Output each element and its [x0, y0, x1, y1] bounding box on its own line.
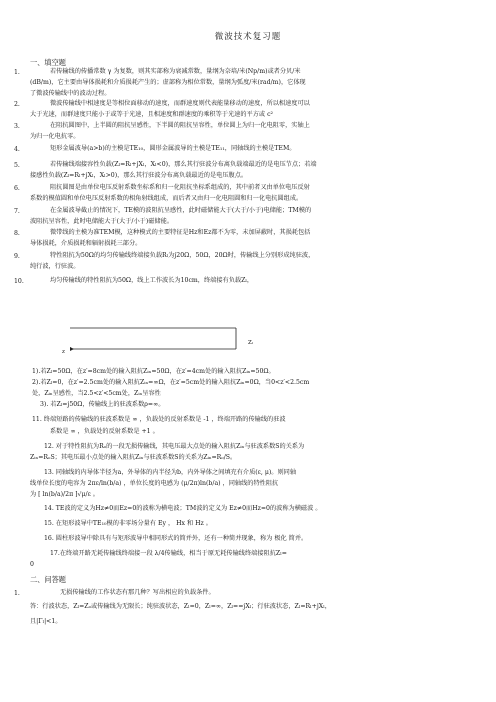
question-17-line-2: 0 [30, 561, 34, 568]
qa-1-answer-line-1: 答：行波状态，Zₗ=Zₒ或传输线为无限长；纯驻波状态，Zₗ=0，Zₗ=∞，Zₗ==jXₗ；行驻波状态，Zₗ=Rₗ+jXₗ， [30, 603, 331, 610]
qa-1-question: 无损传输线的工作状态有那几种？写出相应的负载条件。 [60, 589, 215, 596]
question-number: 1. [14, 69, 20, 76]
question-number: 9. [14, 253, 20, 260]
question-16-line-1: 16. 圆柱形波导中除具有与矩形波导中相同形式的简并外，还有一种简并现象，称为 极化 简并。 [44, 535, 308, 542]
question-2-line-2: 大于光速，而群速度只能小于或等于光速，且相速度和群速度的乘积等于光速的平方或 c² [30, 111, 274, 118]
question-13-line-1: 13. 同轴线的内导体半径为a，外导体的内半径为b，内外导体之间填充有介质(ε, μ)。则同轴 [44, 469, 297, 476]
document-title: 微波技术复习题 [214, 32, 282, 42]
question-number: 7. [14, 208, 20, 215]
question-number: 6. [14, 185, 20, 192]
question-10-part-2-line-2: 处，Zᵢₙ呈感性，当2.5<z′<5cm处，Zᵢₙ呈容性 [32, 390, 161, 397]
question-8-line-1: 微带线的主模为准TEM模，这种模式的主要特征是Hz和Ez都不为零，未加屏蔽时，其损耗包括 [50, 229, 311, 236]
question-8-line-2: 导体损耗，介质损耗和辐射损耗三部分。 [30, 240, 142, 247]
question-7-line-1: 在金属波导截止的情况下，TE模的波阻抗呈感性，此时磁储能大于(大于/小于)电储能；TM模的 [50, 207, 312, 214]
question-17-line-1: 17.在终端开路无耗传输线终端接一段 λ/4传输线，相当于原无耗传输线终端接阻抗Zₗ= [50, 550, 287, 557]
question-12-line-1: 12. 对于特性阻抗为Rₒ的一段无损传输线，其电压最大点处的输入阻抗Zᵢₙ与驻波系数S的关系为 [44, 443, 305, 450]
question-4-line-1: 矩形金属波导(a>b)的主模是TE₁₀，圆形金属波导的主模是TE₁₁，同轴线的主模是TEM。 [50, 145, 296, 152]
section-heading-qa: 二、问答题 [30, 575, 66, 584]
question-number: 10. [14, 278, 24, 285]
question-10-part-3: 3). 若Zₗ=j50Ω，传输线上的驻波系数ρ=∞。 [40, 401, 165, 408]
load-label: Zₗ [248, 340, 254, 346]
question-5-line-1: 若传输线端接容性负载(Zₗ=Rₗ+jXₗ，Xₗ<0)，那么其行驻波分布离负载端最近的是电压节点；若端 [50, 161, 317, 168]
question-10-part-1: 1).若Zₗ=50Ω，在z′=8cm处的输入阻抗Zᵢₙ=50Ω，在z′=4cm处的输入阻抗Zᵢₙ=50Ω。 [32, 368, 275, 375]
question-number: 2. [14, 101, 20, 108]
section-heading-fill-in: 一、填空题 [30, 58, 66, 67]
question-12-line-2: Zᵢₙ=RₒS；其电压最小点处的输入阻抗Zᵢₙ与驻波系数S的关系为Zᵢₙ=Rₒ/S。 [30, 454, 237, 461]
question-11-line-2: 系数是 ∞ ，负载处的反射系数是 +1 。 [50, 428, 159, 435]
axis-label: z [62, 349, 65, 355]
question-number: 4. [14, 146, 20, 153]
question-2-line-1: 微波传输线中相速度是等相位面移动的速度，而群速度则代表能量移动的速度，所以相速度可以 [50, 100, 310, 107]
question-number: 5. [14, 162, 20, 169]
question-1-line-3: 了微波传输线中的波动过程。 [30, 90, 111, 97]
question-number: 8. [14, 230, 20, 237]
question-1-line-2: (dB/m)，它主要由导体损耗和介质损耗产生的；虚部称为相位常数，量纲为弧度/米(rad/m)，它体现 [30, 79, 306, 86]
question-9-line-2: 纯行波，行驻波。 [30, 263, 80, 270]
question-13-line-3: 为 [ ln(b/a)/2π ]√μ/ε 。 [30, 491, 99, 498]
question-5-line-2: 接感性负载(Zₗ=Rₗ+jXₗ，Xₗ>0)，那么其行驻波分布离负载最近的是电压腹点。 [30, 172, 248, 179]
question-11-line-1: 11. 终端短路的传输线的驻波系数是 ∞ ，负载处的反射系数是 -1 ，终端开路的传输线的驻波 [32, 416, 286, 423]
question-9-line-1: 特性阻抗为50Ω的均匀传输线终端接负载Rₗ为j20Ω，50Ω，20Ω时，传输线上分别形成纯驻波， [50, 252, 315, 259]
question-7-line-2: 波阻抗呈容性，此时电储能大于(大于/小于)磁储能。 [30, 218, 174, 225]
question-3-line-2: 为归一化电抗零。 [30, 133, 80, 140]
question-14-line-1: 14. TE波的定义为Hz≠0而Ez=0的波称为横电波；TM波的定义为 Ez≠0而Hz=0的波称为横磁波 。 [44, 505, 322, 512]
question-number: 3. [14, 123, 20, 130]
question-3-line-1: 在阻抗圆图中，上半圆的阻抗呈感性，下半圆的阻抗呈容性，单位圆上为归一化电阻零，实轴上 [50, 122, 310, 129]
transmission-line-diagram [70, 325, 270, 355]
question-15-line-1: 15. 在矩形波导中TE₁₀模的非零场分量有 Ey ， Hx 和 Hz 。 [44, 520, 212, 527]
question-1-line-1: 若传输线的传播常数 γ 为复数，则其实部称为衰减常数，量纲为奈培/米(Np/m)或者分贝/米 [50, 68, 301, 75]
qa-1-answer-line-2: 且|Γₗ|<1。 [30, 618, 62, 625]
question-10-line-1: 均匀传输线的特性阻抗为50Ω，线上工作波长为10cm，终端接有负载Zₗ， [50, 277, 254, 284]
question-10-part-2-line-1: 2).若Zₗ=0，在z′=2.5cm处的输入阻抗Zᵢₙ=∞Ω，在z′=5cm处的输入阻抗Zᵢₙ=0Ω，当0<z′<2.5cm [32, 379, 310, 386]
question-13-line-2: 线单位长度的电容为 2πε/ln(b/a) ，单位长度的电感为 (μ/2π)ln(b/a) ，同轴线的特性阻抗 [30, 480, 279, 487]
question-6-line-2: 系数的模值圆和单位电压反射系数的相角射线组成，而后者又由归一化电阻圆和归一化电抗圆组成。 [30, 195, 303, 202]
question-6-line-1: 阻抗圆图是由单位电压反射系数坐标系和归一化阻抗坐标系组成的，其中前者又由单位电压反射 [50, 184, 310, 191]
question-number: 1. [14, 590, 20, 597]
